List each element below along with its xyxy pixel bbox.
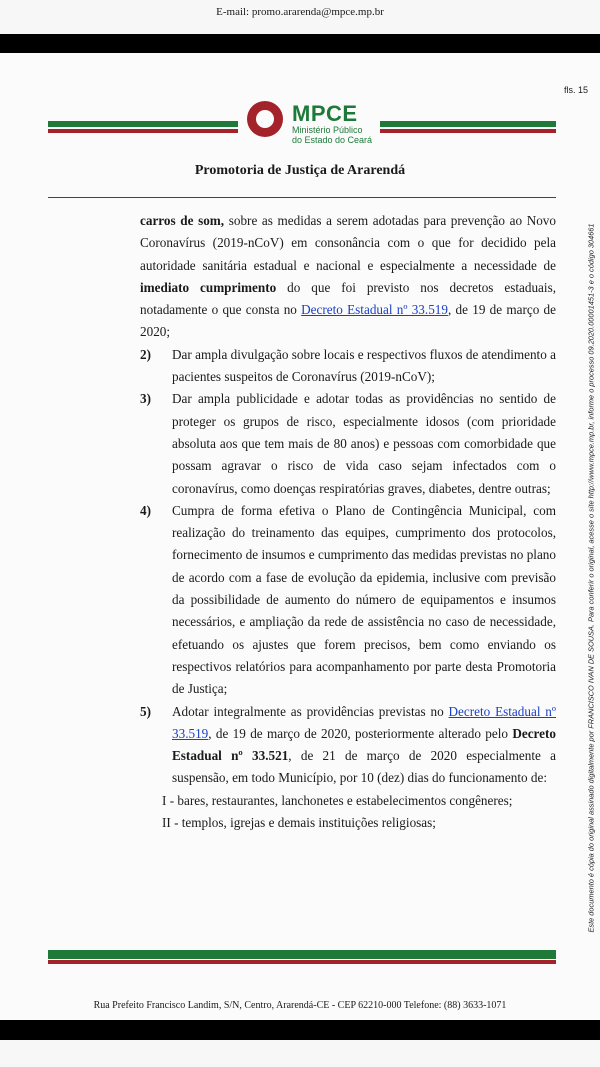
- item-number: 4): [140, 502, 151, 518]
- text: , de 21 de março de 2020 especialmente a suspensão, em todo Município, por 10 (dez) dias do funcionamento de:: [172, 748, 556, 786]
- item-text: Dar ampla divulgação sobre locais e respectivos fluxos de atendimento a pacientes suspeitos de Coronavírus (2019-nCoV);: [172, 346, 556, 385]
- footer-bar-red: [48, 960, 556, 964]
- brand-block: [292, 103, 372, 145]
- signature-text: Este documento é cópia do original assinado digitalmente por FRANCISCO IVAN DE SOUSA. Para conferir o original, acesse o site http://www.mpce.mp.br, informe o processo 09.2020.00001451-3 e o código 304661: [586, 223, 596, 933]
- item-text: Dar ampla publicidade e adotar todas as providências no sentido de proteger os grupos de risco, especialmente idosos (com prioridade absoluta aos que tem mais de 80 anos) e pessoas com comorbidade que possam agravar o risco de vida caso sejam infectados com o coronavírus, como doenças respiratórias graves, diabetes, dentre outras;: [172, 391, 556, 496]
- footer-address: Rua Prefeito Francisco Landim, S/N, Centro, Ararendá-CE - CEP 62210-000 Telefone: (88) 3633-1071: [93, 1000, 507, 1011]
- page-gap: [0, 1020, 600, 1040]
- item-number: 2): [140, 346, 151, 362]
- previous-page-footer: [0, 0, 600, 34]
- item-number: 3): [140, 391, 151, 407]
- sub-item: II - templos, igrejas e demais instituições religiosas;: [162, 815, 436, 831]
- previous-page-email: E-mail: promo.ararenda@mpce.mp.br: [216, 6, 384, 18]
- decree-link[interactable]: Decreto Estadual nº 33.519: [172, 703, 556, 741]
- list-item: [140, 500, 556, 701]
- list-item: [140, 388, 556, 499]
- bold-text: carros de som,: [140, 213, 225, 228]
- header-bar-green: [380, 121, 556, 127]
- office-title: Promotoria de Justiça de Ararendá: [194, 163, 406, 178]
- text: , de 19 de março de 2020;: [140, 302, 557, 340]
- decree-link[interactable]: Decreto Estadual nº 33.519: [301, 302, 448, 318]
- item-number: 5): [140, 703, 151, 719]
- list-item: [140, 701, 556, 790]
- text: Adotar integralmente as providências previstas no: [172, 703, 449, 719]
- brand-sub-2: do Estado do Ceará: [292, 135, 373, 145]
- document-page: [0, 53, 600, 1020]
- item-text: Cumpra de forma efetiva o Plano de Contingência Municipal, com realização do treinamento das equipes, cumprimento dos protocolos, fornecimento de insumos e cumprimento das medidas previstas no plano de acordo com a fase de evolução da epidemia, inclusive com previsão da possibilidade de aumento do número de equipamentos e insumos necessários, e ampliação da rede de assistência no caso de necessidade, efetuando os ajustes que forem precisos, bem como enviando os respectivos relatórios para acompanhamento por parte desta Promotoria de Justiça;: [172, 502, 556, 697]
- header-bar-green: [48, 121, 238, 127]
- digital-signature-note: [584, 153, 598, 1003]
- sub-item: I - bares, restaurantes, lanchonetes e estabelecimentos congêneres;: [162, 792, 513, 808]
- list-item: [140, 344, 556, 389]
- header-bar-red: [48, 129, 238, 133]
- brand-name: MPCE: [292, 101, 358, 126]
- document-body: [140, 210, 556, 834]
- header-rule: [48, 197, 556, 198]
- header-bar-red: [380, 129, 556, 133]
- footer-bar-green: [48, 950, 556, 959]
- page-number: fls. 15: [563, 85, 588, 95]
- mpce-emblem-icon: [247, 101, 283, 137]
- text: do que foi previsto nos decretos estaduais, notadamente o que consta no: [140, 279, 556, 318]
- brand-sub-1: Ministério Público: [292, 125, 363, 135]
- bold-text: Decreto Estadual nº 33.521: [172, 725, 556, 764]
- text: sobre as medidas a serem adotadas para prevenção ao Novo Coronavírus (2019-nCoV) em consonância com o que for decidido pela autoridade sanitária estadual e nacional e especialmente a necessidade de: [140, 213, 556, 273]
- text: , de 19 de março de 2020, posteriormente alterado pelo: [208, 725, 513, 741]
- next-page-edge: [0, 1040, 600, 1067]
- bold-text: imediato cumprimento: [140, 279, 277, 295]
- paragraph-continuation: [140, 210, 556, 344]
